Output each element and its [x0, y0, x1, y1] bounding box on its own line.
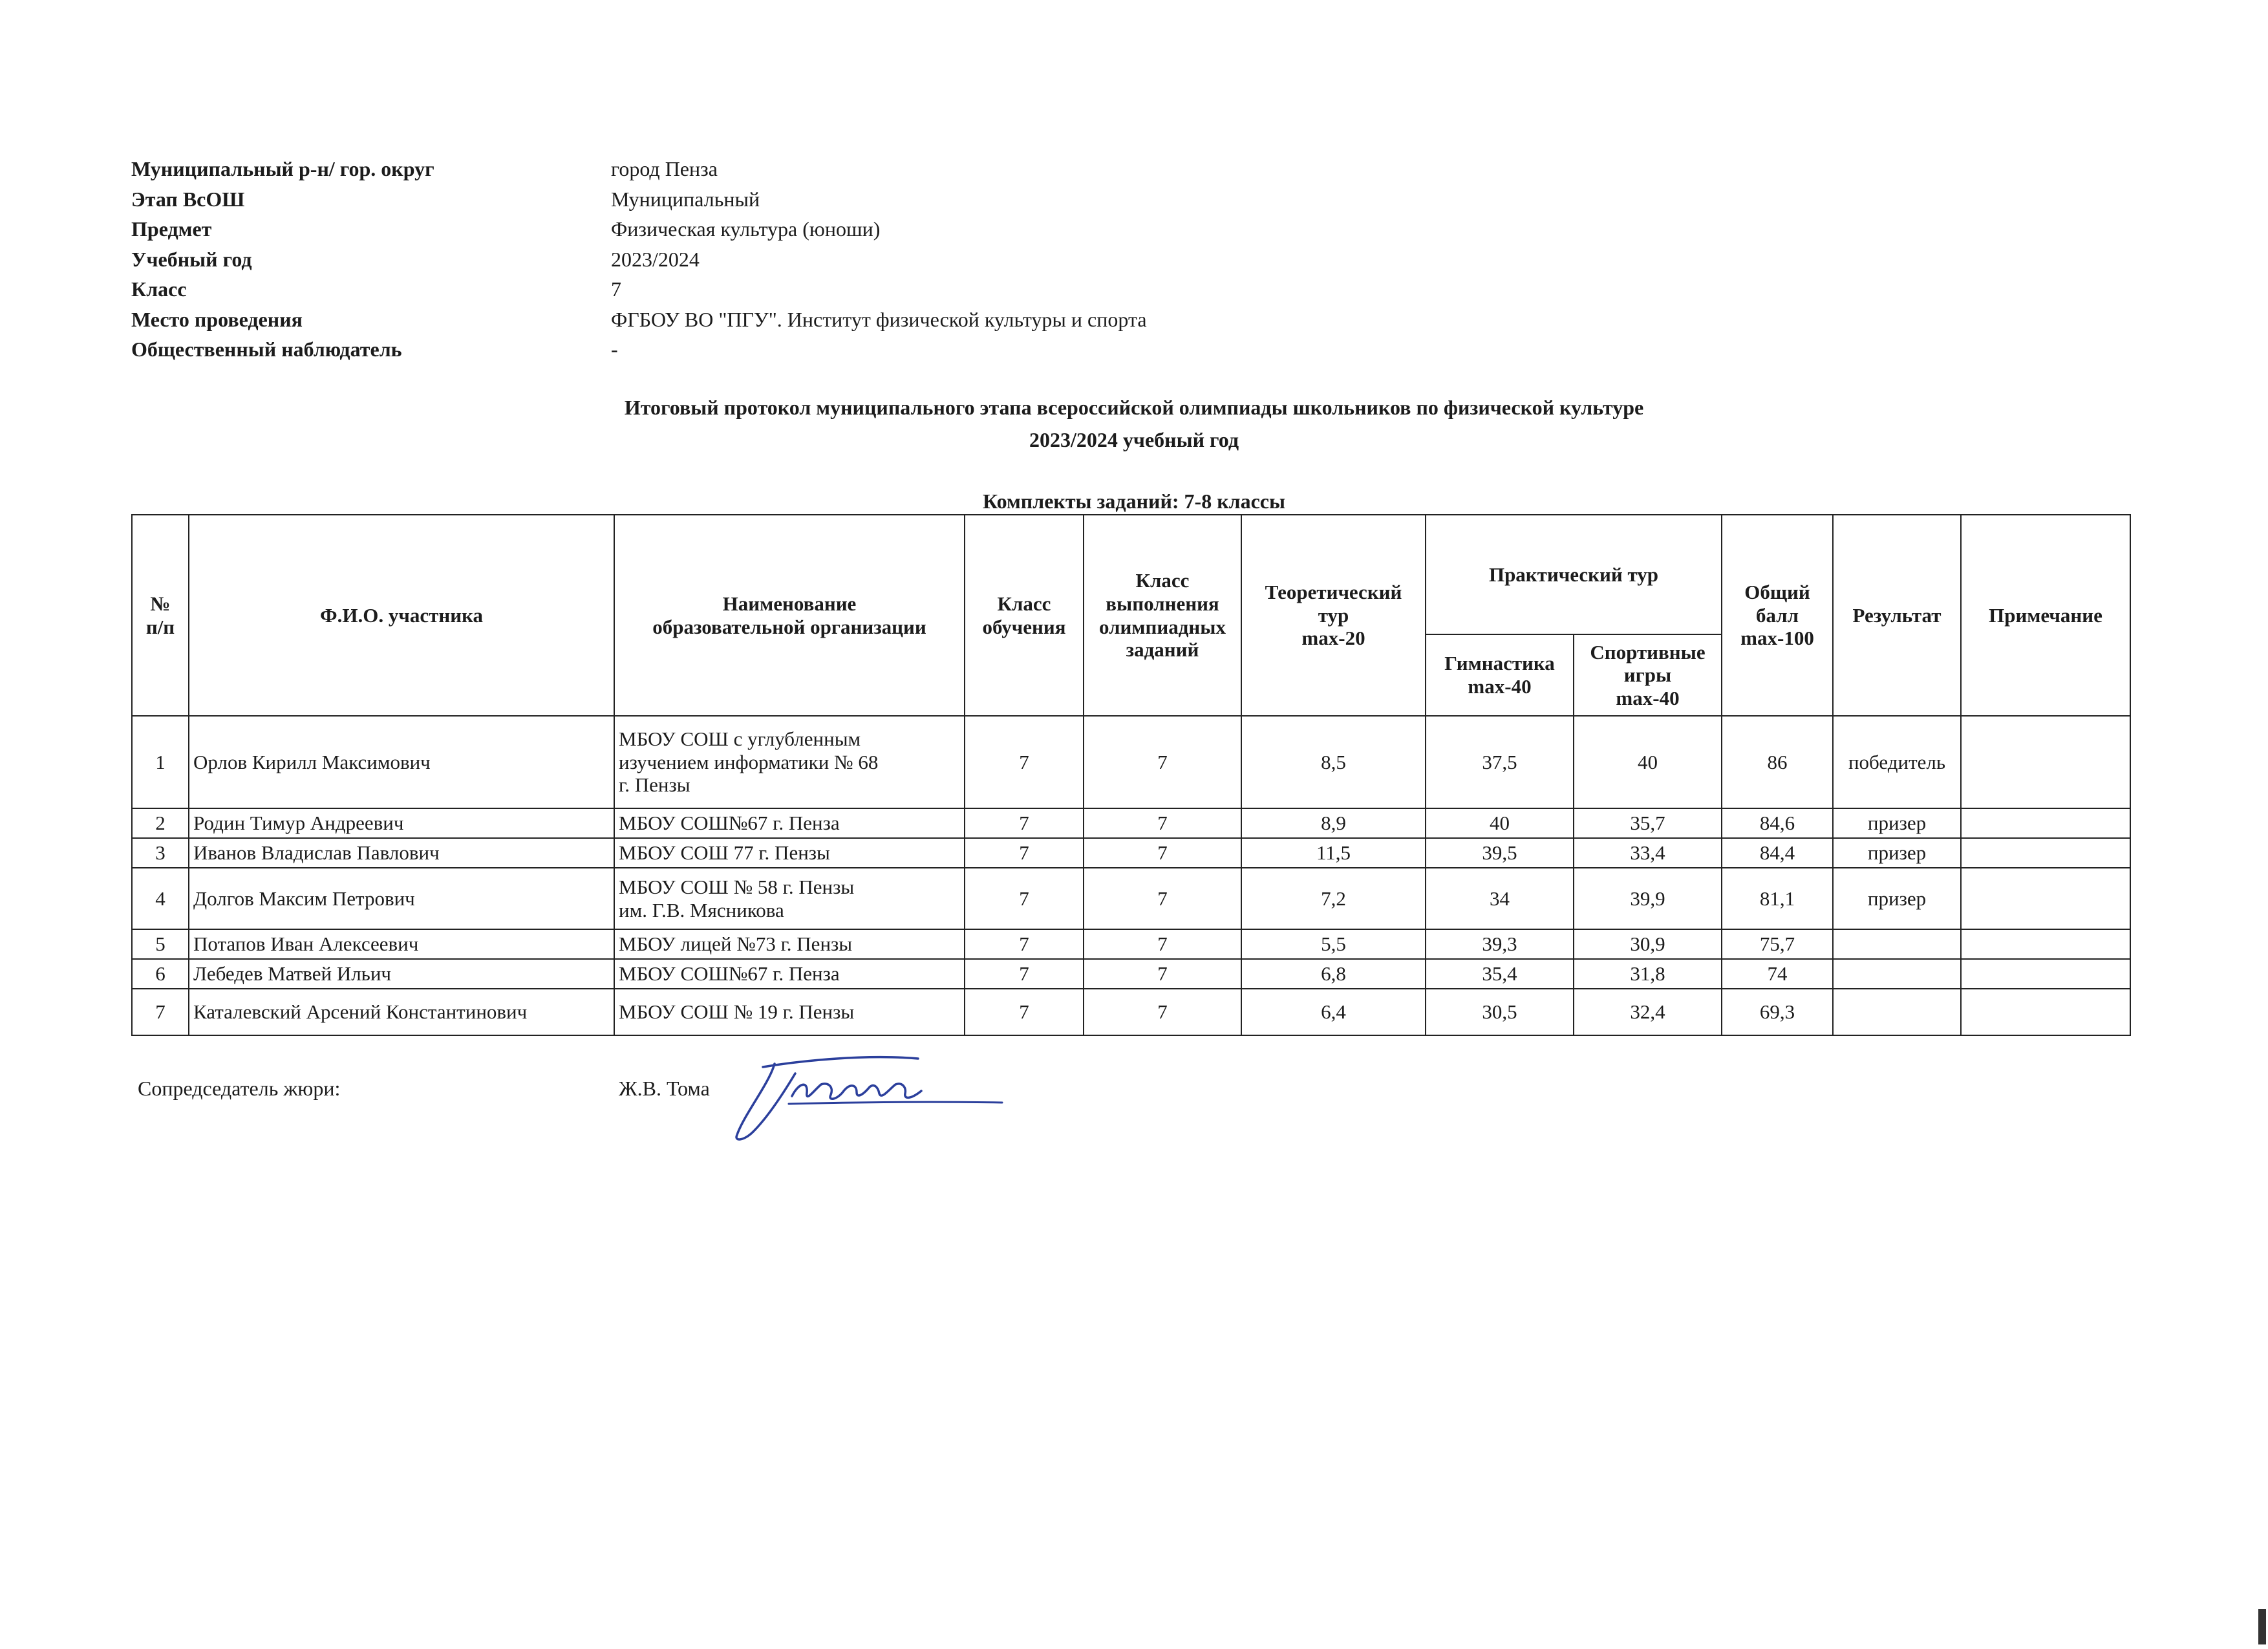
cell-performance-class: 7	[1084, 959, 1241, 989]
cell-note	[1961, 838, 2130, 868]
cell-class: 7	[965, 838, 1084, 868]
meta-label: Класс	[131, 277, 187, 301]
cell-gymnastics: 39,3	[1426, 929, 1574, 959]
cell-result: призер	[1833, 808, 1961, 838]
cell-note	[1961, 929, 2130, 959]
cell-gymnastics: 34	[1426, 868, 1574, 929]
cell-number: 6	[132, 959, 189, 989]
cell-number: 7	[132, 989, 189, 1035]
protocol-title	[0, 391, 2268, 456]
meta-row	[131, 184, 1147, 215]
header-total: Общий балл max-100	[1722, 515, 1833, 716]
table-row	[132, 808, 2130, 838]
header-fio: Ф.И.О. участника	[189, 515, 614, 716]
cell-gymnastics: 37,5	[1426, 716, 1574, 808]
cell-name: Долгов Максим Петрович	[189, 868, 614, 929]
cell-organization: МБОУ СОШ№67 г. Пенза	[614, 808, 965, 838]
cell-total: 86	[1722, 716, 1833, 808]
cell-theory: 8,9	[1241, 808, 1426, 838]
meta-label: Учебный год	[131, 247, 252, 271]
cell-note	[1961, 716, 2130, 808]
cell-performance-class: 7	[1084, 929, 1241, 959]
meta-label: Муниципальный р-н/ гор. округ	[131, 157, 434, 180]
cell-performance-class: 7	[1084, 716, 1241, 808]
meta-value: 2023/2024	[611, 247, 700, 271]
table-row	[132, 929, 2130, 959]
header-class: Класс обучения	[965, 515, 1084, 716]
cell-name: Каталевский Арсений Константинович	[189, 989, 614, 1035]
cell-class: 7	[965, 808, 1084, 838]
cell-organization: МБОУ СОШ№67 г. Пенза	[614, 959, 965, 989]
cell-class: 7	[965, 959, 1084, 989]
cell-total: 84,4	[1722, 838, 1833, 868]
header-gymnastics: Гимнастика max-40	[1426, 634, 1574, 716]
meta-row	[131, 244, 1147, 275]
cell-sport-games: 35,7	[1574, 808, 1722, 838]
meta-value: город Пенза	[611, 157, 718, 180]
cell-name: Орлов Кирилл Максимович	[189, 716, 614, 808]
cell-total: 75,7	[1722, 929, 1833, 959]
meta-row	[131, 274, 1147, 305]
cell-number: 2	[132, 808, 189, 838]
cell-theory: 5,5	[1241, 929, 1426, 959]
cell-result	[1833, 959, 1961, 989]
title-line: Итоговый протокол муниципального этапа всероссийской олимпиады школьников по физической культуре	[624, 396, 1644, 419]
meta-label: Общественный наблюдатель	[131, 338, 402, 361]
jury-chair-name: Ж.В. Тома	[619, 1077, 710, 1100]
cell-total: 69,3	[1722, 989, 1833, 1035]
cell-organization: МБОУ СОШ с углубленным изучением информатики № 68 г. Пензы	[614, 716, 965, 808]
cell-number: 4	[132, 868, 189, 929]
cell-class: 7	[965, 716, 1084, 808]
meta-value: Физическая культура (юноши)	[611, 217, 881, 241]
cell-gymnastics: 40	[1426, 808, 1574, 838]
header-performance-class: Класс выполнения олимпиадных заданий	[1084, 515, 1241, 716]
cell-gymnastics: 30,5	[1426, 989, 1574, 1035]
cell-organization: МБОУ СОШ № 58 г. Пензы им. Г.В. Мясникова	[614, 868, 965, 929]
cell-performance-class: 7	[1084, 989, 1241, 1035]
cell-name: Иванов Владислав Павлович	[189, 838, 614, 868]
cell-note	[1961, 808, 2130, 838]
meta-value: ФГБОУ ВО "ПГУ". Институт физической культуры и спорта	[611, 307, 1147, 331]
cell-result: призер	[1833, 838, 1961, 868]
meta-label: Предмет	[131, 217, 212, 241]
meta-label: Этап ВсОШ	[131, 187, 245, 211]
cell-class: 7	[965, 868, 1084, 929]
cell-theory: 6,8	[1241, 959, 1426, 989]
meta-row	[131, 154, 1147, 184]
meta-row	[131, 305, 1147, 335]
cell-number: 5	[132, 929, 189, 959]
table-row	[132, 838, 2130, 868]
table-header-row	[132, 515, 2130, 634]
header-practical: Практический тур	[1426, 515, 1722, 634]
cell-number: 3	[132, 838, 189, 868]
header-note: Примечание	[1961, 515, 2130, 716]
cell-result: призер	[1833, 868, 1961, 929]
header-result: Результат	[1833, 515, 1961, 716]
cell-organization: МБОУ СОШ 77 г. Пензы	[614, 838, 965, 868]
table-row	[132, 868, 2130, 929]
header-number: № п/п	[132, 515, 189, 716]
cell-class: 7	[965, 989, 1084, 1035]
cell-sport-games: 40	[1574, 716, 1722, 808]
meta-row	[131, 334, 1147, 365]
cell-performance-class: 7	[1084, 838, 1241, 868]
cell-sport-games: 30,9	[1574, 929, 1722, 959]
task-kit-heading: Комплекты заданий: 7-8 классы	[983, 490, 1285, 513]
cell-result	[1833, 929, 1961, 959]
table-row	[132, 716, 2130, 808]
title-year-line: 2023/2024 учебный год	[1029, 428, 1239, 451]
cell-class: 7	[965, 929, 1084, 959]
cell-sport-games: 39,9	[1574, 868, 1722, 929]
jury-chair-label: Сопредседатель жюри:	[138, 1077, 341, 1100]
cell-performance-class: 7	[1084, 868, 1241, 929]
cell-result	[1833, 989, 1961, 1035]
cell-theory: 7,2	[1241, 868, 1426, 929]
cell-total: 84,6	[1722, 808, 1833, 838]
cell-gymnastics: 35,4	[1426, 959, 1574, 989]
cell-number: 1	[132, 716, 189, 808]
header-theory: Теоретический тур max-20	[1241, 515, 1426, 716]
cell-theory: 11,5	[1241, 838, 1426, 868]
document-metadata	[131, 154, 1147, 365]
meta-value: -	[611, 338, 618, 361]
meta-value: Муниципальный	[611, 187, 760, 211]
cell-total: 81,1	[1722, 868, 1833, 929]
cell-note	[1961, 959, 2130, 989]
scan-artifact	[2258, 1609, 2266, 1644]
meta-row	[131, 214, 1147, 244]
cell-sport-games: 32,4	[1574, 989, 1722, 1035]
cell-name: Лебедев Матвей Ильич	[189, 959, 614, 989]
cell-theory: 6,4	[1241, 989, 1426, 1035]
cell-total: 74	[1722, 959, 1833, 989]
header-sport-games: Спортивные игры max-40	[1574, 634, 1722, 716]
cell-sport-games: 31,8	[1574, 959, 1722, 989]
cell-result: победитель	[1833, 716, 1961, 808]
header-organization: Наименование образовательной организации	[614, 515, 965, 716]
cell-organization: МБОУ лицей №73 г. Пензы	[614, 929, 965, 959]
cell-gymnastics: 39,5	[1426, 838, 1574, 868]
cell-performance-class: 7	[1084, 808, 1241, 838]
cell-theory: 8,5	[1241, 716, 1426, 808]
cell-name: Родин Тимур Андреевич	[189, 808, 614, 838]
cell-sport-games: 33,4	[1574, 838, 1722, 868]
cell-note	[1961, 868, 2130, 929]
table-row	[132, 989, 2130, 1035]
handwritten-signature	[724, 1044, 1015, 1148]
cell-name: Потапов Иван Алексеевич	[189, 929, 614, 959]
meta-value: 7	[611, 277, 621, 301]
table-row	[132, 959, 2130, 989]
results-table	[131, 514, 2131, 1036]
cell-note	[1961, 989, 2130, 1035]
cell-organization: МБОУ СОШ № 19 г. Пензы	[614, 989, 965, 1035]
meta-label: Место проведения	[131, 307, 303, 331]
